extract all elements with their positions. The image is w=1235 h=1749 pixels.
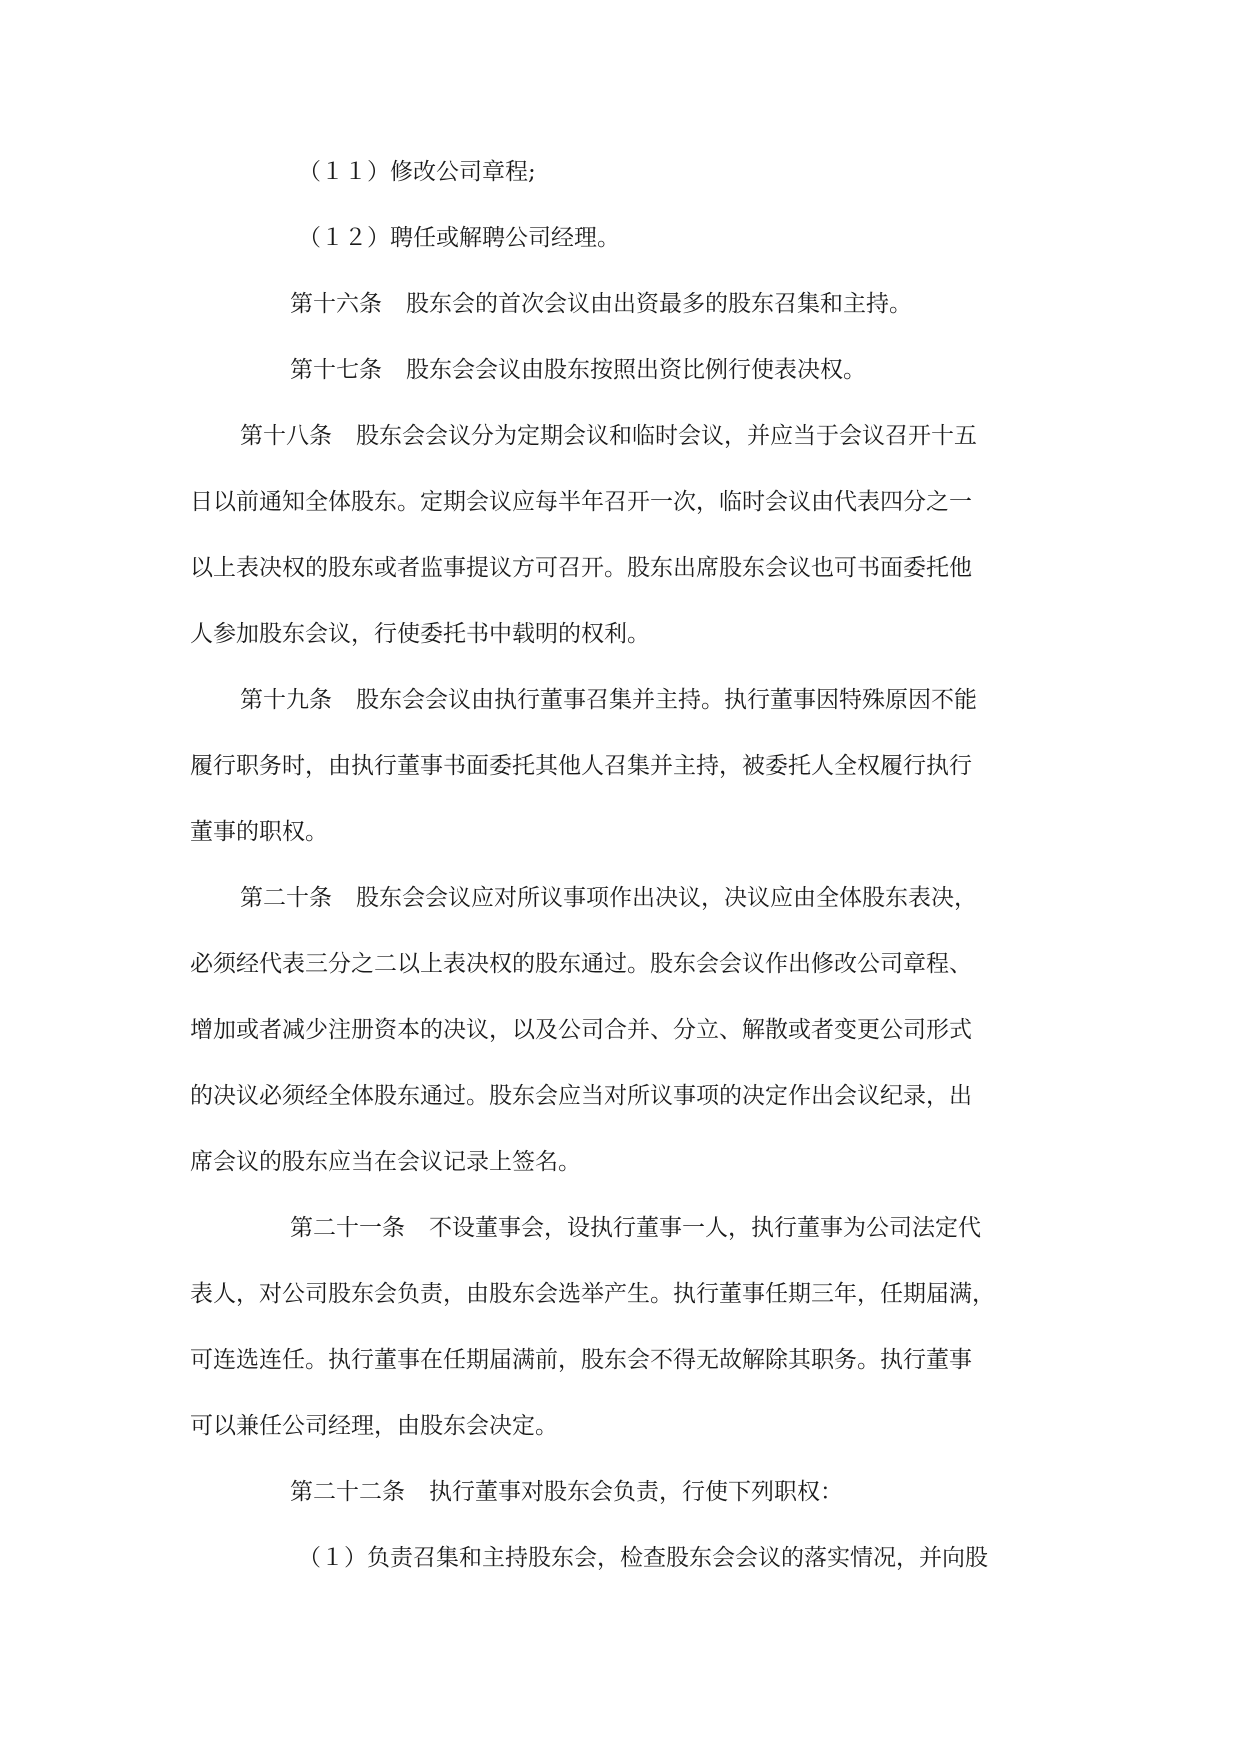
item-12: （１２）聘任或解聘公司经理。 bbox=[298, 225, 620, 251]
article-21-text: 不设董事会，设执行董事一人，执行董事为公司法定代 bbox=[429, 1215, 981, 1241]
article-21-number: 第二十一条 bbox=[290, 1215, 405, 1241]
article-16-text: 股东会的首次会议由出资最多的股东召集和主持。 bbox=[406, 291, 912, 317]
article-22-item-1: （１）负责召集和主持股东会，检查股东会会议的落实情况，并向股 bbox=[298, 1545, 988, 1571]
article-22 bbox=[290, 1474, 843, 1510]
article-22-text: 执行董事对股东会负责，行使下列职权： bbox=[429, 1479, 843, 1505]
article-21-line-1 bbox=[290, 1210, 981, 1246]
article-18-line-2: 日以前通知全体股东。定期会议应每半年召开一次，临时会议由代表四分之一 bbox=[190, 489, 972, 515]
article-19-line-3: 董事的职权。 bbox=[190, 819, 328, 845]
article-18-line-1 bbox=[240, 418, 977, 454]
article-20-line-5: 席会议的股东应当在会议记录上签名。 bbox=[190, 1149, 581, 1175]
article-19-number: 第十九条 bbox=[240, 687, 332, 713]
article-19-text: 股东会会议由执行董事召集并主持。执行董事因特殊原因不能 bbox=[356, 687, 977, 713]
article-20-line-3: 增加或者减少注册资本的决议，以及公司合并、分立、解散或者变更公司形式 bbox=[190, 1017, 972, 1043]
article-16 bbox=[290, 286, 912, 322]
article-18-text: 股东会会议分为定期会议和临时会议，并应当于会议召开十五 bbox=[356, 423, 977, 449]
article-20-number: 第二十条 bbox=[240, 885, 332, 911]
item-11: （１１）修改公司章程; bbox=[298, 159, 536, 185]
article-17-number: 第十七条 bbox=[290, 357, 382, 383]
article-21-line-3: 可连选连任。执行董事在任期届满前，股东会不得无故解除其职务。执行董事 bbox=[190, 1347, 972, 1373]
article-22-number: 第二十二条 bbox=[290, 1479, 405, 1505]
article-17-text: 股东会会议由股东按照出资比例行使表决权。 bbox=[406, 357, 866, 383]
article-20-line-1 bbox=[240, 880, 977, 916]
article-19-line-2: 履行职务时，由执行董事书面委托其他人召集并主持，被委托人全权履行执行 bbox=[190, 753, 972, 779]
article-19-line-1 bbox=[240, 682, 977, 718]
article-20-line-4: 的决议必须经全体股东通过。股东会应当对所议事项的决定作出会议纪录，出 bbox=[190, 1083, 972, 1109]
article-21-line-4: 可以兼任公司经理，由股东会决定。 bbox=[190, 1413, 558, 1439]
article-20-line-2: 必须经代表三分之二以上表决权的股东通过。股东会会议作出修改公司章程、 bbox=[190, 951, 972, 977]
article-21-line-2: 表人，对公司股东会负责，由股东会选举产生。执行董事任期三年，任期届满， bbox=[190, 1281, 995, 1307]
article-18-line-3: 以上表决权的股东或者监事提议方可召开。股东出席股东会议也可书面委托他 bbox=[190, 555, 972, 581]
article-17 bbox=[290, 352, 866, 388]
article-18-number: 第十八条 bbox=[240, 423, 332, 449]
article-20-text: 股东会会议应对所议事项作出决议，决议应由全体股东表决， bbox=[356, 885, 977, 911]
article-16-number: 第十六条 bbox=[290, 291, 382, 317]
article-18-line-4: 人参加股东会议，行使委托书中载明的权利。 bbox=[190, 621, 650, 647]
